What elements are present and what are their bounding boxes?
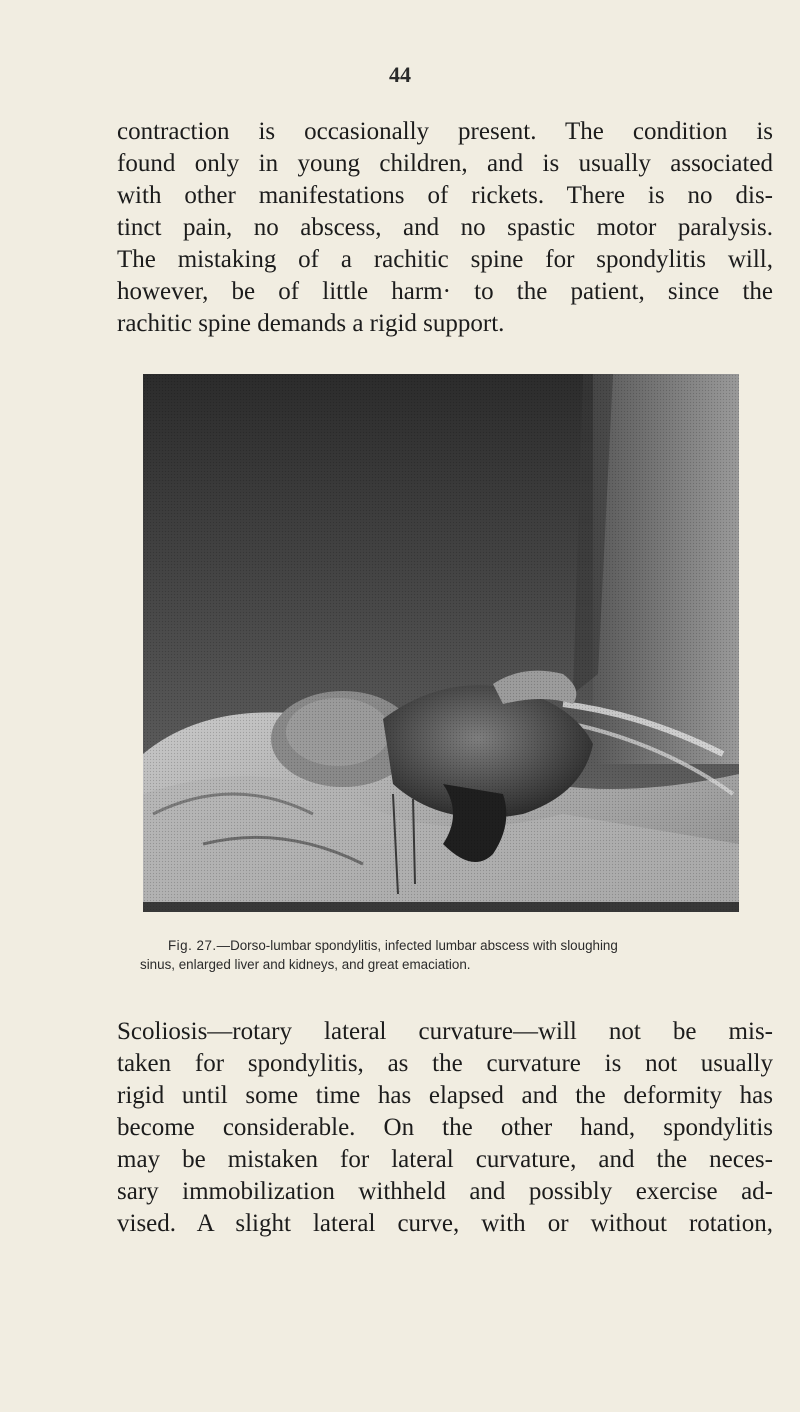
text-line: Scoliosis—rotary lateral curvature—will not be mis-: [117, 1018, 773, 1045]
body-text-top: [117, 116, 773, 340]
figure-photograph: [143, 374, 739, 912]
text-line: with other manifestations of rickets. There is no dis-: [117, 182, 773, 209]
caption-text: —Dorso-lumbar spondylitis, infected lumbar abscess with sloughing: [216, 938, 618, 953]
text-line: however, be of little harm· to the patient, since the: [117, 278, 773, 305]
text-line: The mistaking of a rachitic spine for spondylitis will,: [117, 246, 773, 273]
text-line: rachitic spine demands a rigid support.: [117, 310, 505, 337]
caption-line: sinus, enlarged liver and kidneys, and great emaciation.: [140, 957, 471, 972]
text-line: found only in young children, and is usually associated: [117, 150, 773, 177]
page-number: 44: [389, 62, 411, 87]
text-line: may be mistaken for lateral curvature, and the neces-: [117, 1146, 773, 1173]
text-line: become considerable. On the other hand, spondylitis: [117, 1114, 773, 1141]
figure-label: Fig. 27.: [168, 938, 217, 953]
photograph-patient: [143, 374, 739, 912]
text-line: taken for spondylitis, as the curvature is not usually: [117, 1050, 773, 1077]
caption-line: [140, 936, 750, 955]
text-line: rigid until some time has elapsed and the deformity has: [117, 1082, 773, 1109]
figure-caption: [140, 936, 750, 974]
text-line: vised. A slight lateral curve, with or without rotation,: [117, 1210, 773, 1237]
text-line: contraction is occasionally present. The condition is: [117, 118, 773, 145]
body-text-bottom: [117, 1016, 773, 1240]
text-line: tinct pain, no abscess, and no spastic motor paralysis.: [117, 214, 773, 241]
text-line: sary immobilization withheld and possibly exercise ad-: [117, 1178, 773, 1205]
